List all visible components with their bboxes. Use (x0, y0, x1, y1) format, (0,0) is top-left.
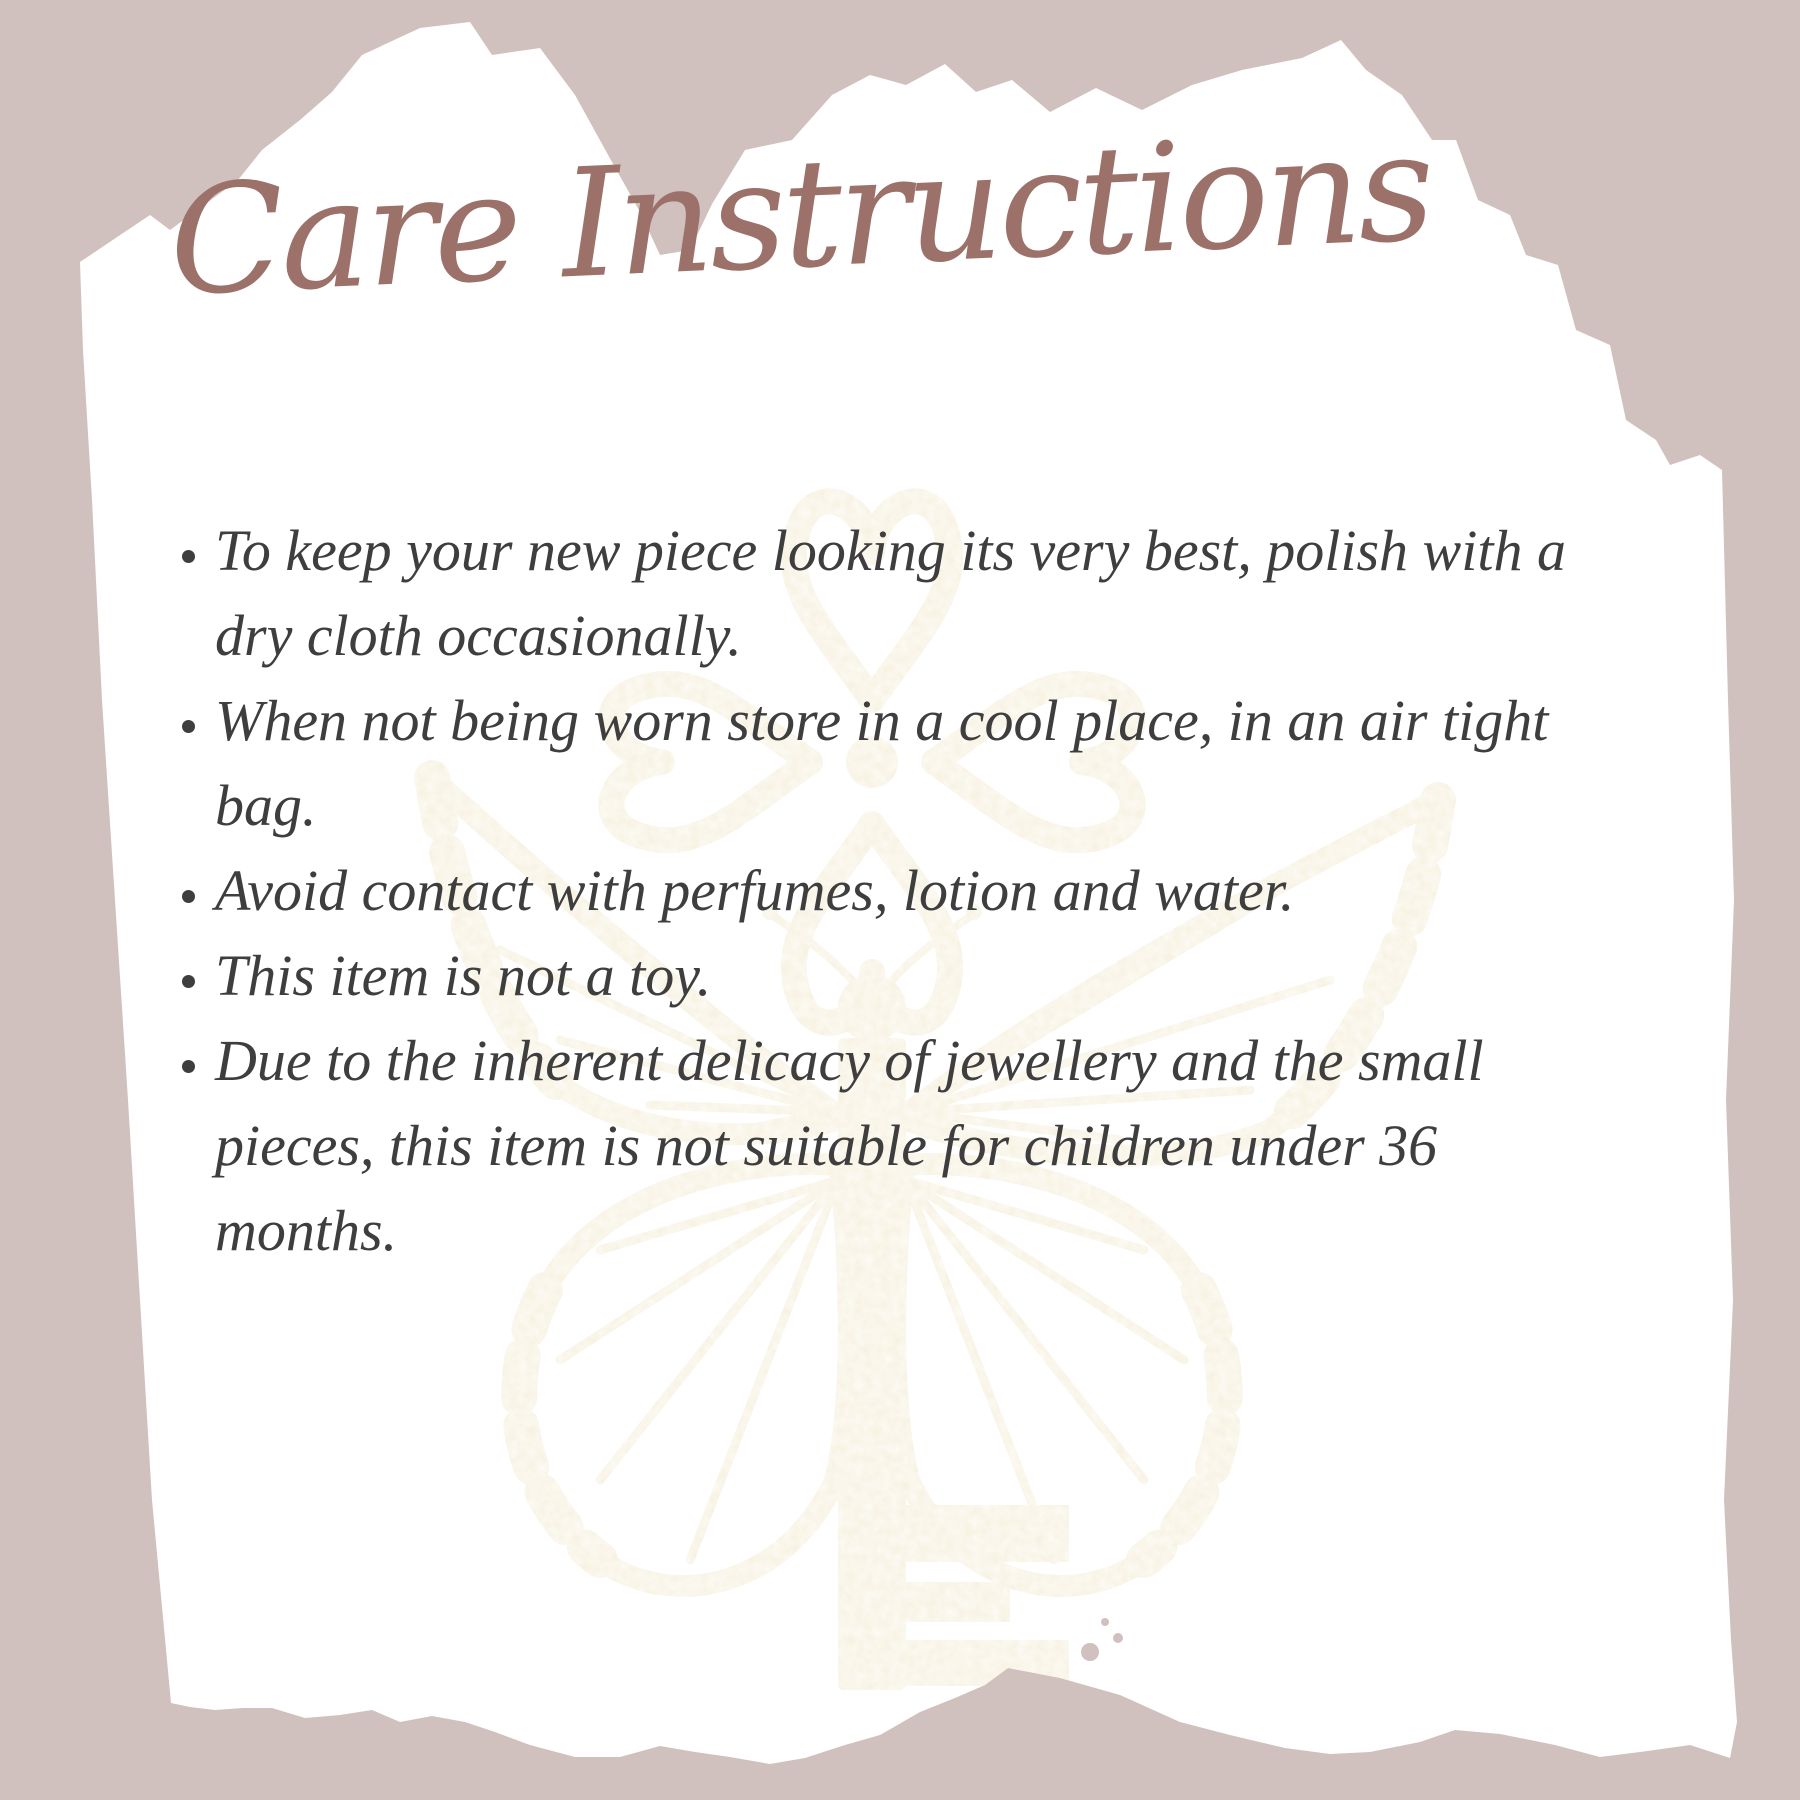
care-instruction-item: • Avoid contact with perfumes, lotion and water. (215, 848, 1615, 933)
care-instruction-item: • This item is not a toy. (215, 933, 1615, 1018)
care-instruction-item: • To keep your new piece looking its very best, polish with a dry cloth occasionally. (215, 508, 1615, 678)
page-title: Care Instructions (165, 100, 1435, 330)
care-instruction-item: • Due to the inherent delicacy of jewellery and the small pieces, this item is not suitable for children under 36 months. (215, 1018, 1615, 1273)
care-instructions-list (145, 508, 1615, 1273)
care-instruction-item: • When not being worn store in a cool place, in an air tight bag. (215, 678, 1615, 848)
